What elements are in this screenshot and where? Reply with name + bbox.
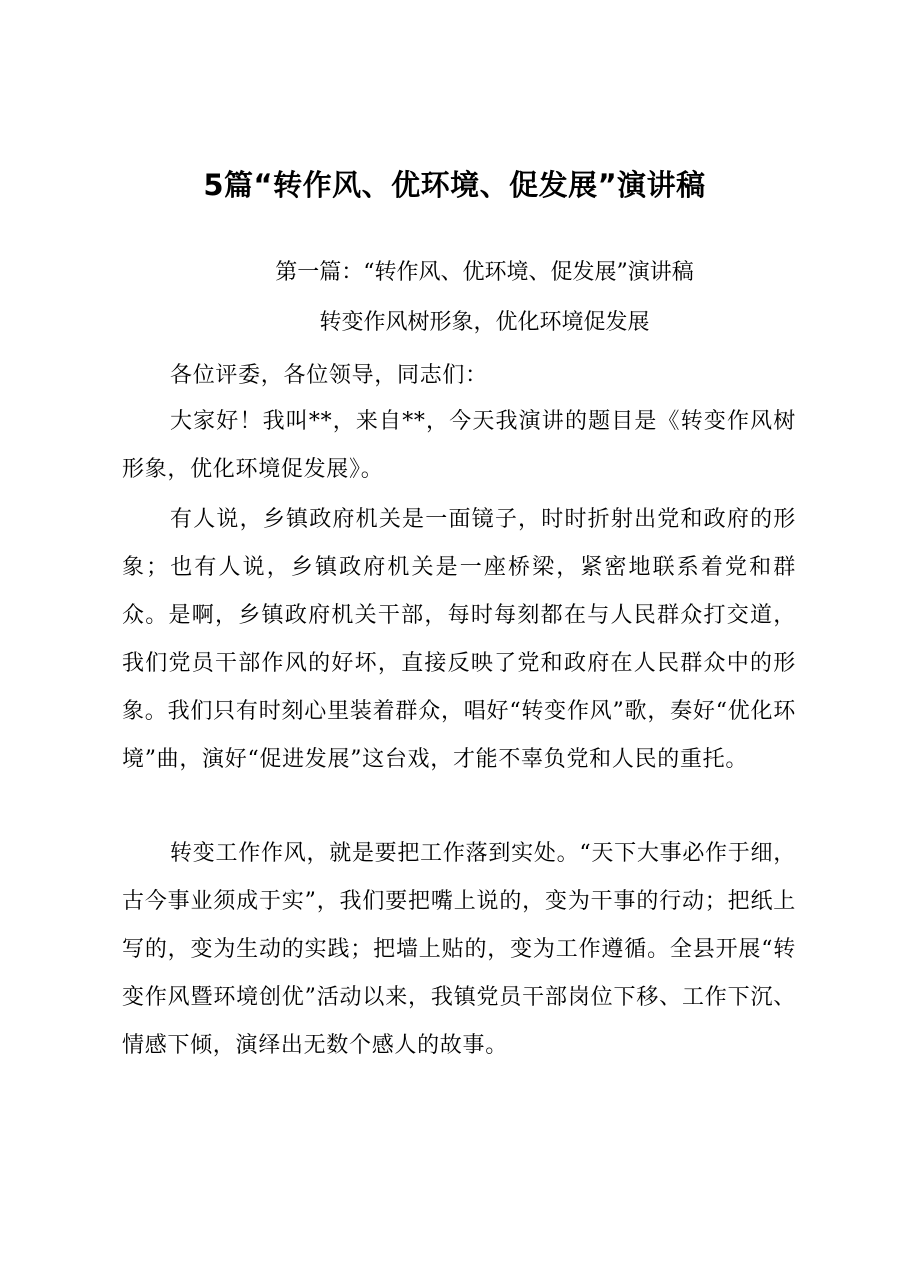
paragraph-1: 大家好！我叫**，来自**，今天我演讲的题目是《转变作风树形象，优化环境促发展》。 xyxy=(122,409,796,482)
speech-title: 转变作风树形象，优化环境促发展 xyxy=(319,310,650,335)
document-title: 5篇“转作风、优环境、促发展”演讲稿 xyxy=(203,168,706,202)
section-heading: 第一篇：“转作风、优环境、促发展”演讲稿 xyxy=(275,260,694,285)
paragraph-2: 有人说，乡镇政府机关是一面镜子，时时折射出党和政府的形象；也有人说，乡镇政府机关是一座桥梁，紧密地联系着党和群众。是啊，乡镇政府机关干部，每时每刻都在与人民群众打交道，我们党员干部作风的好坏，直接反映了党和政府在人民群众中的形象。我们只有时刻心里装着群众，唱好“转变作风”歌，奏好“优化环境”曲，演好“促进发展”这台戏，才能不辜负党和人民的重托。 xyxy=(122,507,796,772)
salutation: 各位评委，各位领导，同志们： xyxy=(170,363,488,388)
paragraph-3: 转变工作作风，就是要把工作落到实处。“天下大事必作于细，古今事业须成于实”，我们要把嘴上说的，变为干事的行动；把纸上写的，变为生动的实践；把墙上贴的，变为工作遵循。全县开展“转变作风暨环境创优”活动以来，我镇党员干部岗位下移、工作下沉、情感下倾，演绎出无数个感人的故事。 xyxy=(122,841,796,1058)
